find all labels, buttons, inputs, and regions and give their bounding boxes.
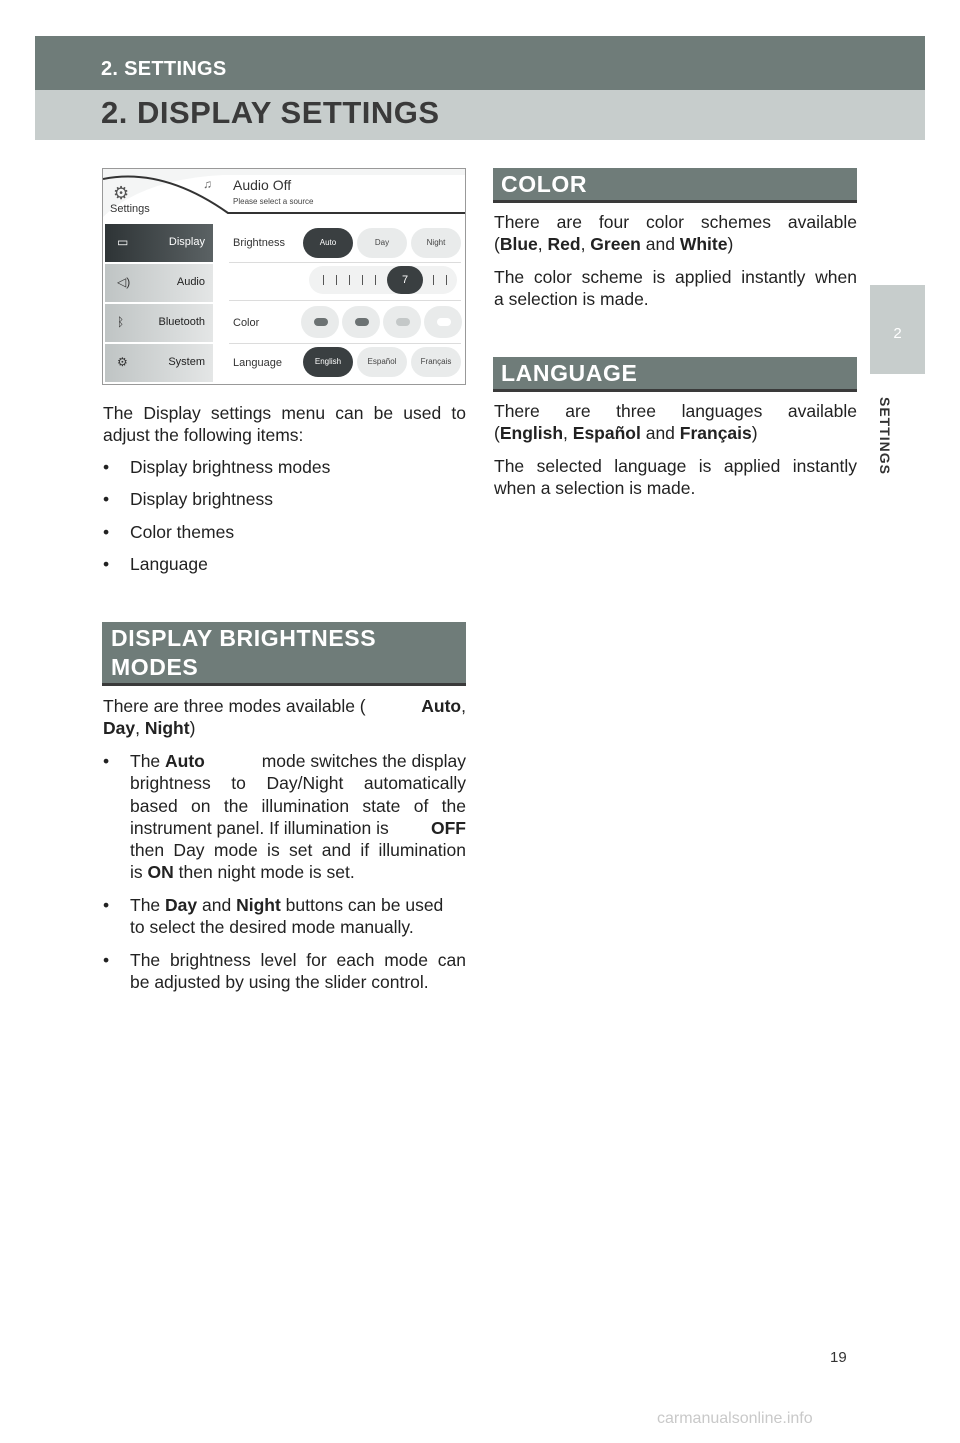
text-run: mode switches the display — [256, 751, 466, 771]
text-run: ) — [751, 423, 758, 444]
slider-tick — [336, 275, 337, 285]
screen-menu-label: Display — [168, 236, 205, 248]
chapter-label: SETTINGS — [877, 396, 893, 475]
color-option-2[interactable] — [342, 306, 380, 338]
text-line: There are three languages available — [494, 401, 857, 421]
text-line: The selected language is applied instantly — [494, 456, 857, 476]
slider-tick — [375, 275, 376, 285]
screen-settings-label: Settings — [110, 203, 150, 215]
color-paragraph-2 — [494, 266, 857, 311]
text-line: The brightness level for each mode can — [130, 950, 466, 970]
screen-menu-bluetooth[interactable] — [105, 304, 213, 342]
bullet-icon: • — [103, 950, 110, 970]
text-run: Français — [679, 423, 752, 444]
screen-menu-label: Audio — [176, 276, 205, 288]
text-run: ) — [189, 718, 196, 739]
text-run: and — [640, 423, 680, 444]
language-espanol-button[interactable]: Español — [357, 347, 407, 377]
display-settings-screenshot — [102, 168, 466, 385]
text-run: Day — [103, 718, 136, 739]
text-run: ) — [727, 234, 734, 255]
section-header: 2. SETTINGS — [101, 58, 227, 80]
text-run: Auto — [165, 751, 205, 771]
page-title: 2. DISPLAY SETTINGS — [101, 95, 440, 130]
color-section-heading — [493, 168, 857, 203]
slider-knob[interactable]: 7 — [387, 266, 423, 294]
text-line: The color scheme is applied instantly when — [494, 267, 857, 287]
screen-menu-display[interactable] — [105, 224, 213, 262]
text-run: The — [130, 895, 166, 915]
text-run: and — [640, 234, 680, 255]
language-label: Language — [233, 357, 282, 369]
brightness-auto-button[interactable]: Auto — [303, 228, 353, 258]
color-paragraph-1 — [494, 211, 857, 256]
text-run: , — [537, 234, 548, 255]
screen-top-bar — [103, 169, 465, 217]
divider — [229, 300, 461, 301]
slider-tick — [362, 275, 363, 285]
text-run: White — [679, 234, 728, 255]
chapter-tab — [870, 285, 925, 374]
slider-tick — [349, 275, 350, 285]
screen-menu-audio[interactable] — [105, 264, 213, 302]
text-run: Green — [590, 234, 641, 255]
brightness-slider[interactable] — [309, 266, 457, 294]
heading-line: LANGUAGE — [501, 360, 638, 386]
brightness-section-heading — [102, 622, 466, 686]
screen-menu-system[interactable] — [105, 344, 213, 382]
text-run: , — [135, 718, 145, 739]
bullet-icon: • — [103, 522, 110, 542]
chapter-number: 2 — [893, 325, 902, 342]
text-line: to select the desired mode manually. — [130, 917, 414, 938]
screen-menu-label: Bluetooth — [158, 316, 205, 328]
brightness-night-button[interactable]: Night — [411, 228, 461, 258]
chapter-tab-label — [865, 380, 905, 500]
text-run: English — [499, 423, 564, 444]
bullet-icon: • — [103, 554, 110, 574]
color-option-4[interactable] — [424, 306, 462, 338]
monitor-icon: ▭ — [117, 235, 129, 249]
language-francais-button[interactable]: Français — [411, 347, 461, 377]
text-line: when a selection is made. — [494, 478, 696, 499]
language-section-heading — [493, 357, 857, 392]
divider — [229, 262, 461, 263]
divider — [229, 343, 461, 344]
color-option-3[interactable] — [383, 306, 421, 338]
text-run: and — [197, 895, 237, 915]
gears-icon: ⚙ — [117, 355, 128, 369]
text-run: , — [580, 234, 591, 255]
text-run: instrument panel. If illumination is — [130, 817, 394, 838]
text-line: a selection is made. — [494, 289, 649, 310]
brightness-day-button[interactable]: Day — [357, 228, 407, 258]
page-number: 19 — [830, 1349, 847, 1366]
text-run: There are three modes available ( — [103, 696, 366, 716]
text-run: buttons can be used — [280, 895, 444, 915]
slider-tick — [433, 275, 434, 285]
page-title-bar — [35, 90, 925, 140]
text-run: is — [130, 862, 148, 883]
slider-tick — [323, 275, 324, 285]
text-run: Night — [144, 718, 190, 739]
gear-icon: ⚙ — [113, 183, 130, 203]
text-line: then Day mode is set and if illumination — [130, 840, 466, 861]
music-off-icon: ♫ — [203, 177, 212, 191]
text-run: Español — [572, 423, 641, 444]
text-run: ON — [147, 862, 174, 883]
brightness-label: Brightness — [233, 237, 285, 249]
heading-line: COLOR — [501, 171, 588, 197]
text-run: The — [130, 751, 166, 771]
audio-status-title: Audio Off — [233, 177, 292, 193]
audio-status-subtitle: Please select a source — [233, 197, 314, 206]
text-run: OFF — [431, 817, 466, 838]
text-run: Red — [547, 234, 581, 255]
speaker-icon: ◁) — [117, 275, 131, 289]
screen-menu-label: System — [168, 356, 205, 368]
language-english-button[interactable]: English — [303, 347, 353, 377]
text-line: be adjusted by using the slider control. — [130, 972, 429, 993]
language-paragraph-1 — [494, 400, 857, 445]
text-line: There are four color schemes available — [494, 212, 857, 232]
bullet-icon: • — [103, 489, 110, 509]
intro-paragraph: The Display settings menu can be used to adjust the following items: — [103, 403, 466, 446]
text-run: ( — [494, 423, 500, 444]
heading-line: MODES — [111, 654, 199, 680]
text-run: Day — [165, 895, 198, 915]
color-label: Color — [233, 317, 260, 329]
text-line: brightness to Day/Night automatically — [130, 773, 466, 794]
brightness-intro — [103, 695, 466, 740]
text-run: ( — [494, 234, 500, 255]
text-run: , — [563, 423, 573, 444]
heading-line: DISPLAY BRIGHTNESS — [111, 625, 377, 651]
text-run: Blue — [499, 234, 538, 255]
text-run: , — [461, 696, 466, 716]
color-option-1[interactable] — [301, 306, 339, 338]
watermark: carmanualsonline.info — [657, 1410, 813, 1427]
text-run: Auto — [421, 696, 462, 716]
language-paragraph-2 — [494, 455, 857, 500]
bluetooth-icon: ᛒ — [117, 315, 125, 329]
slider-tick — [446, 275, 447, 285]
text-run: then night mode is set. — [173, 862, 355, 883]
bullet-icon: • — [103, 457, 110, 477]
text-line: based on the illumination state of the — [130, 795, 466, 816]
bullet-icon: • — [103, 895, 110, 915]
section-header-bar — [35, 36, 925, 90]
text-run: Night — [236, 895, 281, 915]
bullet-icon: • — [103, 751, 110, 771]
